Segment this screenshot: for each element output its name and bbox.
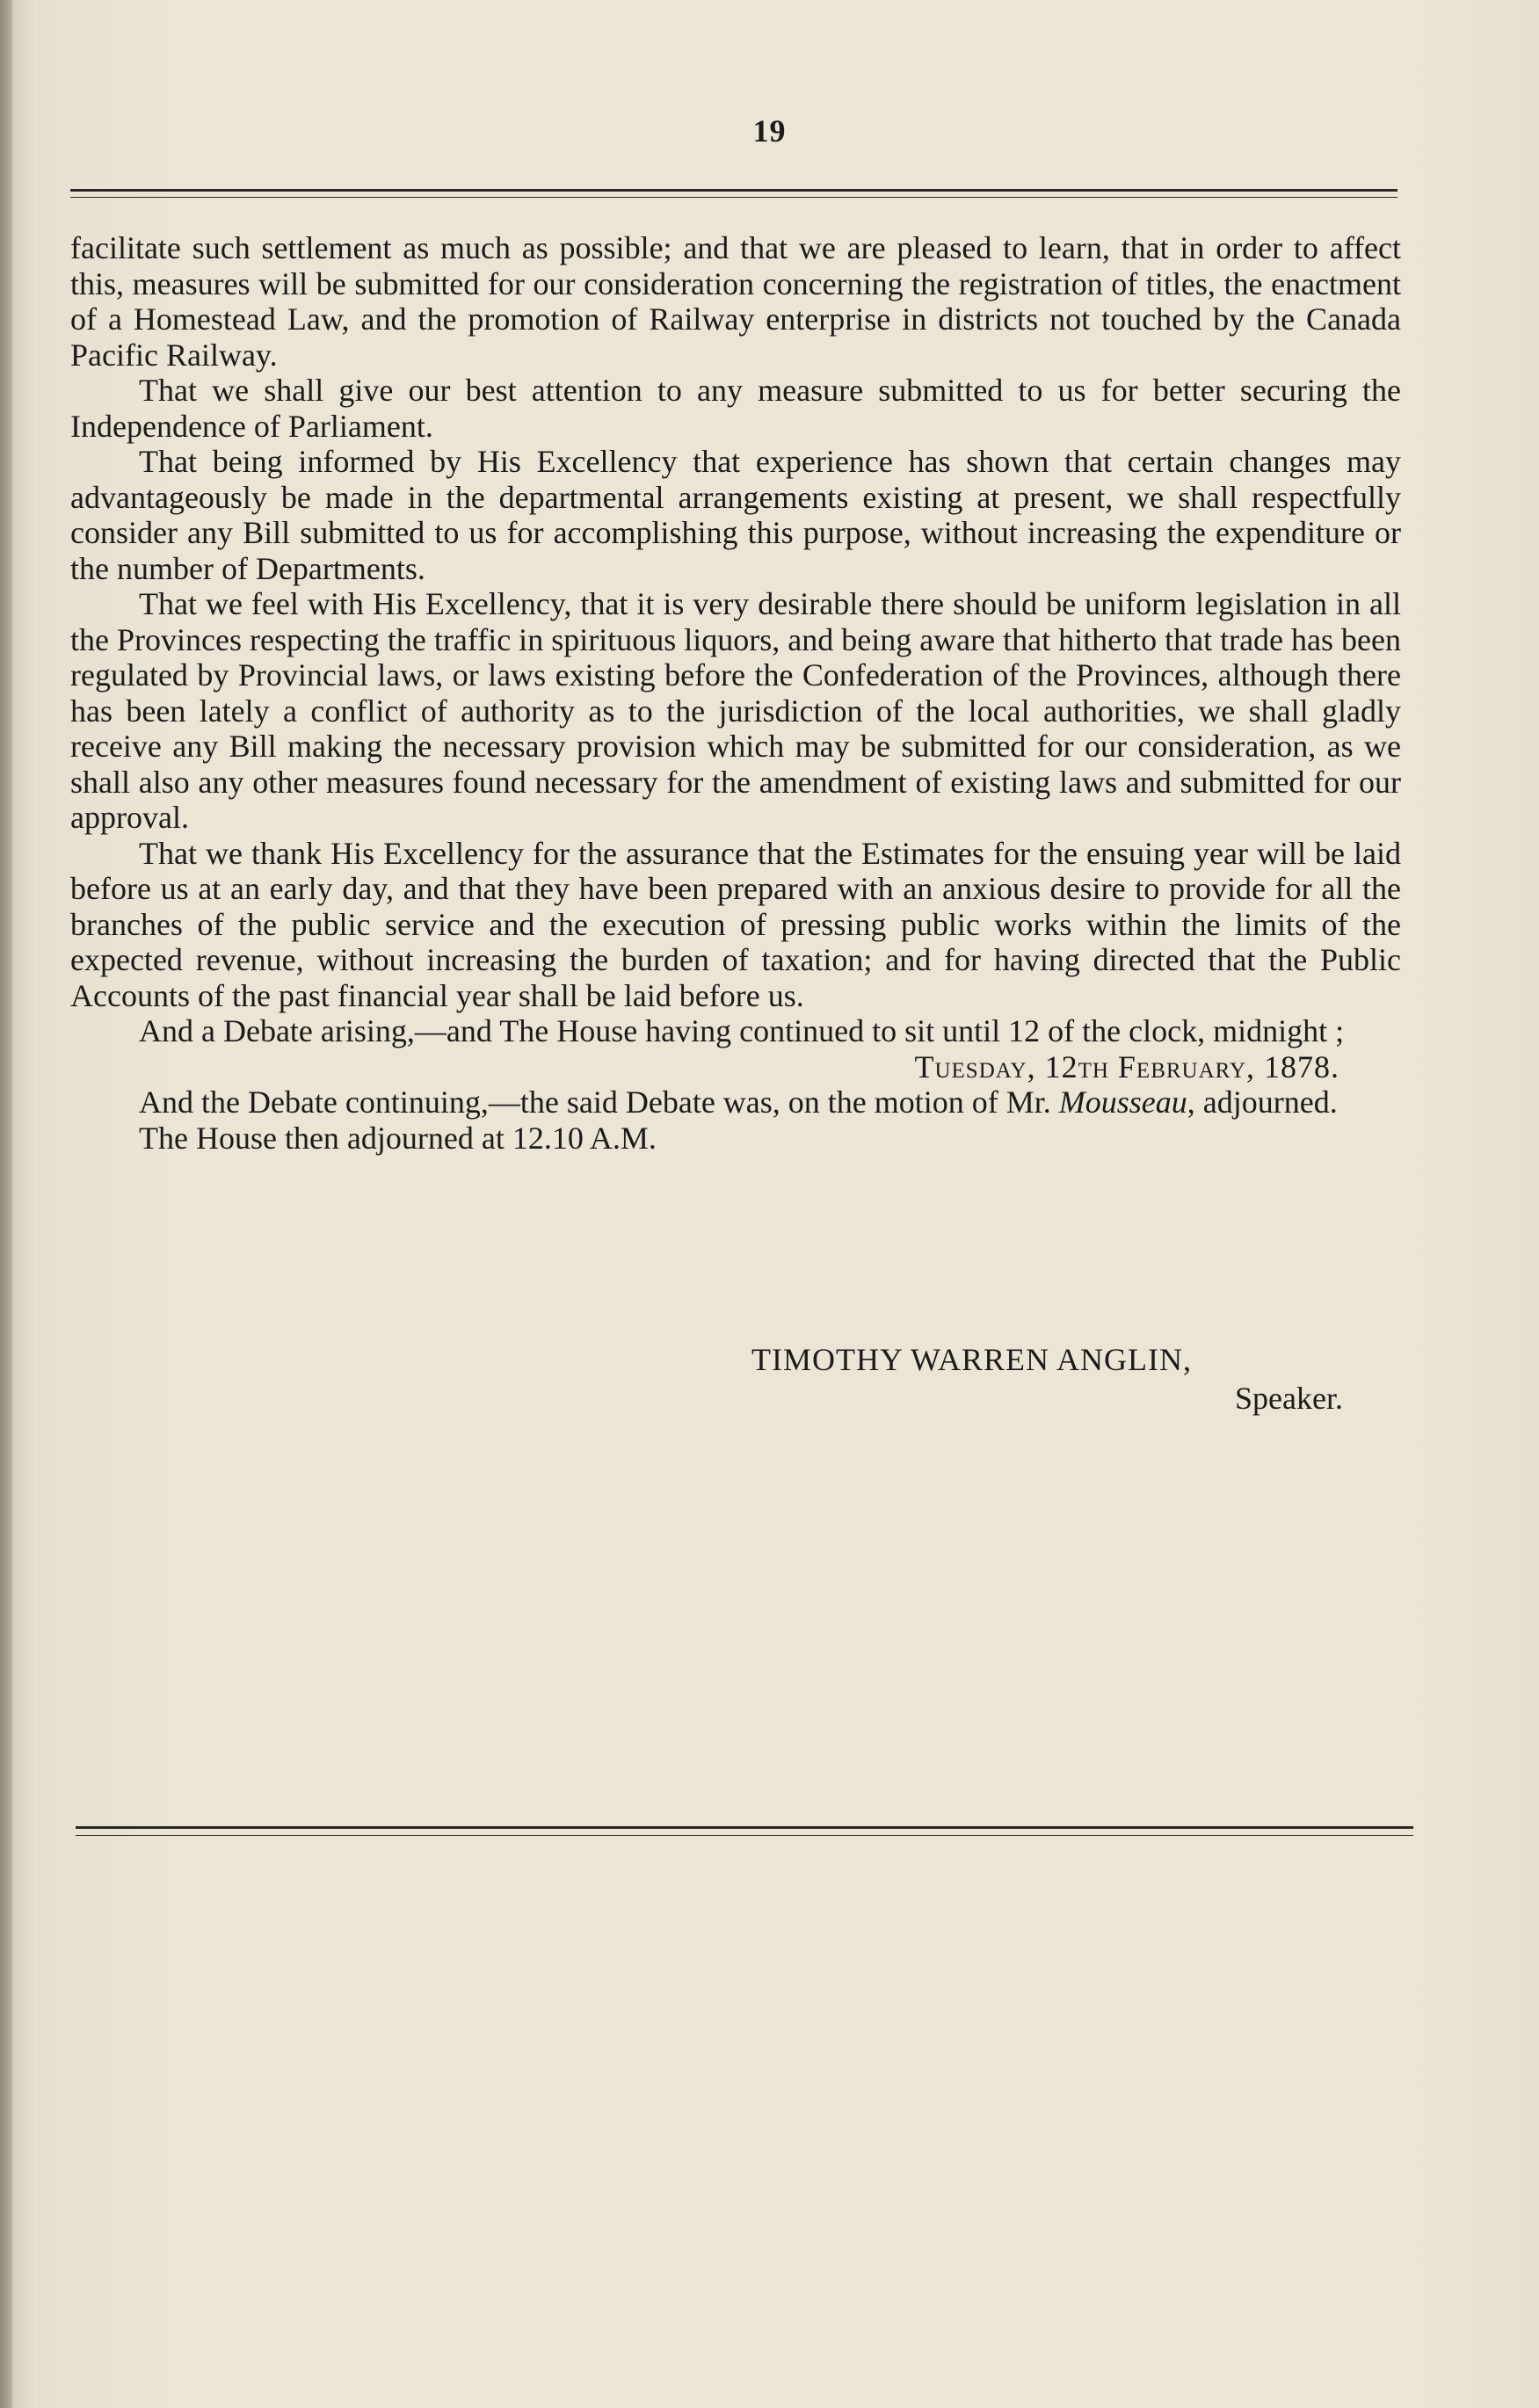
member-name: Mousseau (1058, 1084, 1187, 1120)
journal-text (70, 230, 1401, 1156)
paragraph-settlement: facilitate such settlement as much as possible; and that we are pleased to learn, that in order to affect this, measures will be submitted for our consideration concerning the registration of titles, the enactment of a Homestead Law, and the promotion of Railway enterprise in districts not touched by the Canada Pacific Railway. (70, 230, 1401, 373)
paragraph-estimates: That we thank His Excellency for the assurance that the Estimates for the ensuing year will be laid before us at an early day, and that they have been prepared with an anxious desire to provide for all the branches of the public service and the execution of pressing public works within the limits of the expected revenue, without increasing the burden of taxation; and for having directed that the Public Accounts of the past financial year shall be laid before us. (70, 835, 1401, 1013)
debate-text-before: And the Debate continuing,—the said Debate was, on the motion of Mr. (139, 1084, 1059, 1120)
debate-text-after: , adjourned. (1187, 1084, 1338, 1120)
speaker-name: TIMOTHY WARREN ANGLIN, (751, 1342, 1192, 1377)
paragraph-departments: That being informed by His Excellency that experience has shown that certain changes may advantageously be made in the departmental arrangements existing at present, we shall respectfully consider any Bill submitted to us for accomplishing this purpose, without increasing the expenditure or the number of Departments. (70, 444, 1401, 586)
paragraph-debate-adjourned (70, 1084, 1401, 1121)
paragraph-liquor-traffic: That we feel with His Excellency, that it is very desirable there should be uniform legislation in all the Provinces respecting the traffic in spirituous liquors, and being aware that hitherto that trade has been regulated by Provincial laws, or laws existing before the Confederation of the Provinces, although there has been lately a conflict of authority as to the jurisdiction of the local authorities, we shall gladly receive any Bill making the necessary provision which may be submitted for our consideration, as we shall also any other measures found necessary for the amendment of existing laws and submitted for our approval. (70, 586, 1401, 835)
paragraph-debate-arising: And a Debate arising,—and The House having continued to sit until 12 of the clock, midnight ; (139, 1013, 1345, 1048)
paragraph-independence: That we shall give our best attention to any measure submitted to us for better securing the Independence of Parliament. (70, 373, 1401, 444)
binding-edge (0, 0, 12, 2408)
paragraph-house-adjourned: The House then adjourned at 12.10 A.M. (139, 1120, 657, 1156)
footer-rule (76, 1826, 1413, 1829)
header-rule-thin (70, 197, 1397, 198)
signature-block (751, 1340, 1343, 1418)
header-rule (70, 189, 1397, 192)
date-line: Tuesday, 12th February, 1878. (914, 1048, 1339, 1084)
page-number: 19 (752, 113, 787, 149)
speaker-title: Speaker. (1235, 1381, 1343, 1416)
footer-rule-thin (76, 1835, 1413, 1836)
